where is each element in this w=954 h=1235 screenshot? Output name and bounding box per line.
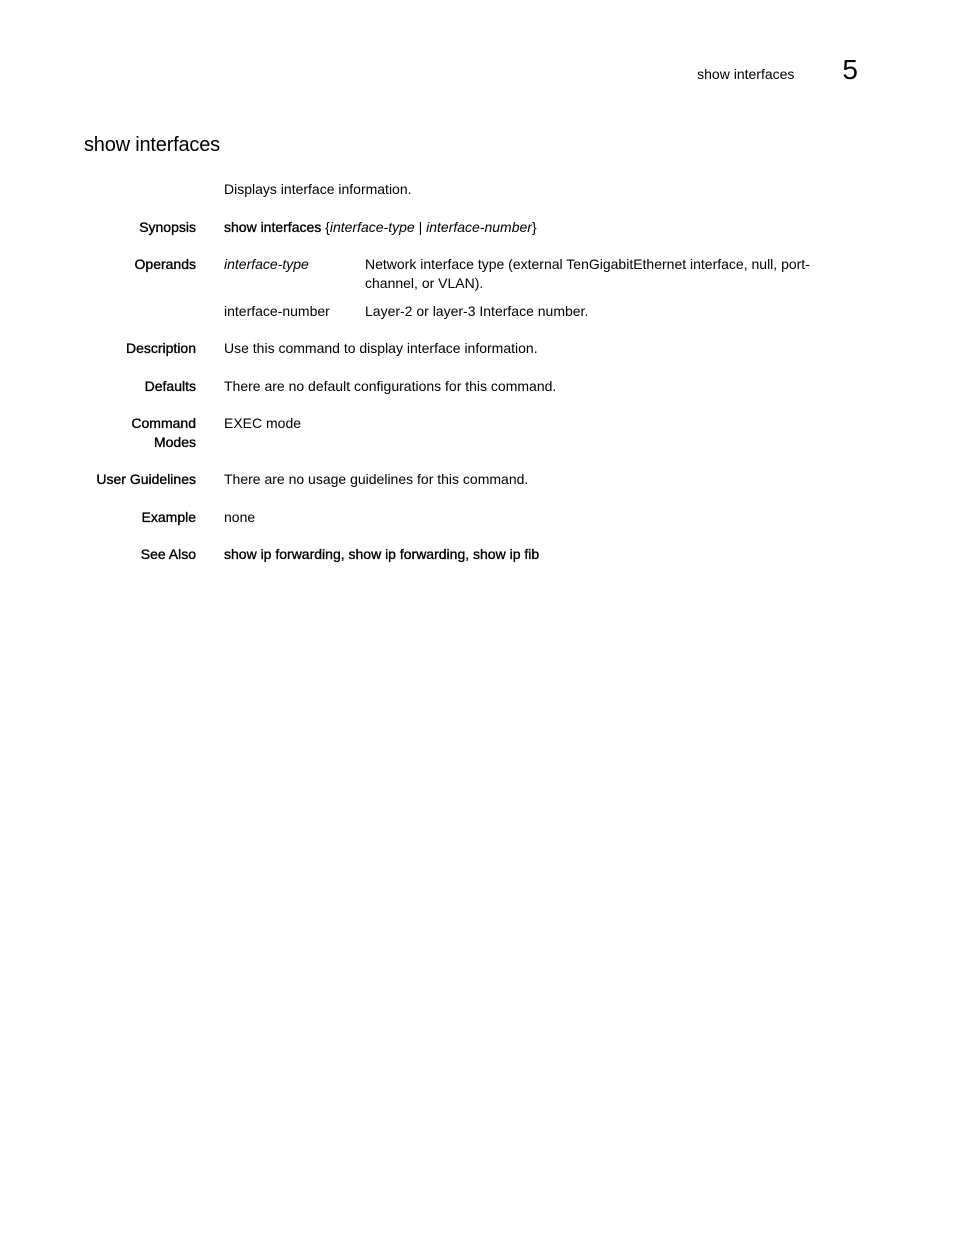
command-modes-label [0, 414, 196, 452]
description-label: Description [125, 340, 196, 356]
synopsis-separator: | [414, 219, 427, 235]
synopsis-value [224, 218, 824, 237]
description-text: Use this command to display interface information. [224, 340, 538, 356]
chapter-number: 5 [842, 54, 858, 85]
operand-item [224, 255, 824, 302]
see-also-row [0, 545, 954, 564]
operand-name: interface-type [224, 256, 309, 272]
defaults-label: Defaults [144, 378, 196, 394]
see-also-links[interactable]: show ip forwarding, show ip forwarding, show ip fib [224, 546, 540, 562]
synopsis-label: Synopsis [139, 219, 196, 235]
operand-name: interface-number [224, 303, 330, 319]
page-title: show interfaces [84, 134, 220, 156]
command-reference [0, 180, 954, 564]
synopsis-arg-interface-type: interface-type [329, 219, 415, 235]
synopsis-row [0, 218, 954, 255]
defaults-text: There are no default configurations for this command. [224, 378, 557, 394]
command-modes-row [0, 414, 954, 470]
synopsis-arg-interface-number: interface-number [426, 219, 532, 235]
operand-description: Layer-2 or layer-3 Interface number. [365, 303, 589, 319]
synopsis-command: show interfaces [224, 219, 322, 235]
command-modes-label-line1: Command [131, 415, 196, 431]
running-title: show interfaces [697, 66, 795, 82]
operands-label: Operands [134, 256, 196, 272]
intro-row [0, 180, 954, 218]
example-text: none [224, 509, 256, 525]
running-header [697, 56, 858, 84]
operand-description: Network interface type (external TenGigabitEthernet interface, null, port-channel, or VLAN). [365, 256, 810, 291]
command-modes-text: EXEC mode [224, 415, 302, 431]
operands-row [0, 255, 954, 339]
user-guidelines-row [0, 470, 954, 508]
defaults-row [0, 377, 954, 414]
see-also-label: See Also [140, 546, 196, 562]
description-row [0, 339, 954, 377]
operands-table [224, 255, 824, 321]
synopsis-open-brace: { [321, 219, 330, 235]
example-row [0, 508, 954, 545]
operand-item [224, 302, 824, 321]
synopsis-close-brace: } [531, 219, 537, 235]
user-guidelines-text: There are no usage guidelines for this command. [224, 471, 529, 487]
example-label: Example [141, 509, 196, 525]
intro-text: Displays interface information. [224, 181, 412, 197]
command-modes-label-line2: Modes [153, 434, 196, 450]
user-guidelines-label: User Guidelines [96, 471, 196, 487]
